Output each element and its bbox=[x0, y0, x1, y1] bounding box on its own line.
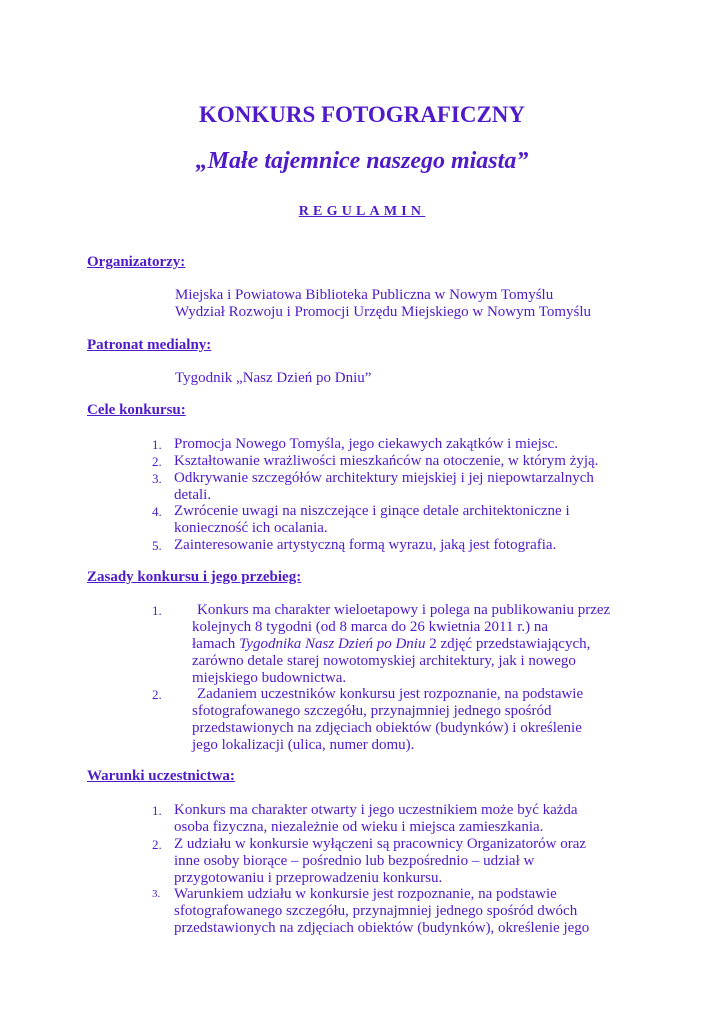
list-item-line: Kształtowanie wrażliwości mieszkańców na otoczenie, w którym żyją. bbox=[174, 453, 599, 469]
list-item-line: sfotografowanego szczegółu, przynajmniej jednego spośród dwóch bbox=[174, 903, 578, 919]
list-item-text bbox=[192, 703, 582, 754]
list-item-line: jego lokalizacji (ulica, numer domu). bbox=[192, 737, 415, 753]
list-item-text bbox=[174, 453, 598, 470]
list-item-text bbox=[192, 619, 590, 687]
list-item-line: przygotowaniu i przeprowadzeniu konkursu. bbox=[174, 870, 443, 886]
document-title: KONKURS FOTOGRAFICZNY bbox=[198, 102, 526, 127]
list-number: 1. bbox=[152, 437, 162, 452]
list-item-line: Warunkiem udziału w konkursie jest rozpoznanie, na podstawie bbox=[174, 886, 557, 902]
list-item-line: Zadaniem uczestników konkursu jest rozpoznanie, na podstawie bbox=[197, 686, 584, 702]
list-item-line: detali. bbox=[174, 487, 212, 503]
list-item-text bbox=[174, 470, 594, 504]
list-item-text bbox=[174, 537, 556, 554]
list-number: 2. bbox=[152, 454, 162, 469]
list-item-text bbox=[174, 503, 570, 537]
media-patron-heading: Patronat medialny: bbox=[87, 337, 212, 353]
list-number: 2. bbox=[152, 837, 162, 852]
list-number: 3. bbox=[152, 888, 161, 900]
rules-heading: Zasady konkursu i jego przebieg: bbox=[87, 569, 302, 585]
list-item-line: Konkurs ma charakter wieloetapowy i polega na publikowaniu przez bbox=[197, 602, 611, 618]
list-number: 1. bbox=[152, 803, 162, 818]
list-number: 2. bbox=[152, 687, 162, 702]
regulamin-heading: REGULAMIN bbox=[298, 204, 426, 219]
list-item-line: osoba fizyczna, niezależnie od wieku i miejsca zamieszkania. bbox=[174, 819, 544, 835]
list-item-line: Odkrywanie szczegółów architektury miejskiej i jej niepowtarzalnych bbox=[174, 470, 594, 486]
list-item-line: zarówno detale starej nowotomyskiej architektury, jak i nowego bbox=[192, 653, 576, 669]
list-item-line: przedstawionych na zdjęciach obiektów (budynków) i określenie bbox=[192, 720, 582, 736]
list-number: 5. bbox=[152, 538, 162, 553]
list-item-line: Promocja Nowego Tomyśla, jego ciekawych zakątków i miejsc. bbox=[174, 436, 558, 452]
conditions-heading: Warunki uczestnictwa: bbox=[87, 768, 235, 784]
list-item-line: sfotografowanego szczegółu, przynajmniej jednego spośród bbox=[192, 703, 552, 719]
list-item-line: Konkurs ma charakter otwarty i jego uczestnikiem może być każda bbox=[174, 802, 578, 818]
list-item-text bbox=[197, 602, 610, 619]
newspaper-title: Tygodnika Nasz Dzień po Dniu bbox=[239, 636, 426, 652]
list-item-line: Z udziału w konkursie wyłączeni są pracownicy Organizatorów oraz bbox=[174, 836, 587, 852]
list-item-line: konieczność ich ocalania. bbox=[174, 520, 328, 536]
list-item-line: łamach Tygodnika Nasz Dzień po Dniu 2 zdjęć przedstawiających, bbox=[192, 636, 591, 652]
list-item-text bbox=[174, 802, 578, 836]
list-item-line: przedstawionych na zdjęciach obiektów (budynków), określenie jego bbox=[174, 920, 590, 936]
organizer-line: Miejska i Powiatowa Biblioteka Publiczna w Nowym Tomyślu bbox=[175, 287, 554, 303]
media-patron-line: Tygodnik „Nasz Dzień po Dniu” bbox=[175, 370, 372, 386]
list-item-text bbox=[174, 886, 589, 937]
list-item-line: Zainteresowanie artystyczną formą wyrazu, jaką jest fotografia. bbox=[174, 537, 557, 553]
list-number: 1. bbox=[152, 603, 162, 618]
organizer-line: Wydział Rozwoju i Promocji Urzędu Miejskiego w Nowym Tomyślu bbox=[175, 304, 592, 320]
list-item-text bbox=[197, 686, 583, 703]
list-item-text bbox=[174, 836, 586, 887]
list-item-text bbox=[174, 436, 558, 453]
list-item-line: Zwrócenie uwagi na niszczejące i ginące detale architektoniczne i bbox=[174, 503, 570, 519]
goals-heading: Cele konkursu: bbox=[87, 402, 186, 418]
list-number: 4. bbox=[152, 504, 162, 519]
list-number: 3. bbox=[152, 471, 162, 486]
document-subtitle: „Małe tajemnice naszego miasta” bbox=[195, 148, 529, 174]
list-item-line: miejskiego budownictwa. bbox=[192, 670, 347, 686]
organizers-heading: Organizatorzy: bbox=[87, 254, 186, 270]
list-item-line: inne osoby biorące – pośrednio lub bezpośrednio – udział w bbox=[174, 853, 535, 869]
list-item-line: kolejnych 8 tygodni (od 8 marca do 26 kwietnia 2011 r.) na bbox=[192, 619, 549, 635]
